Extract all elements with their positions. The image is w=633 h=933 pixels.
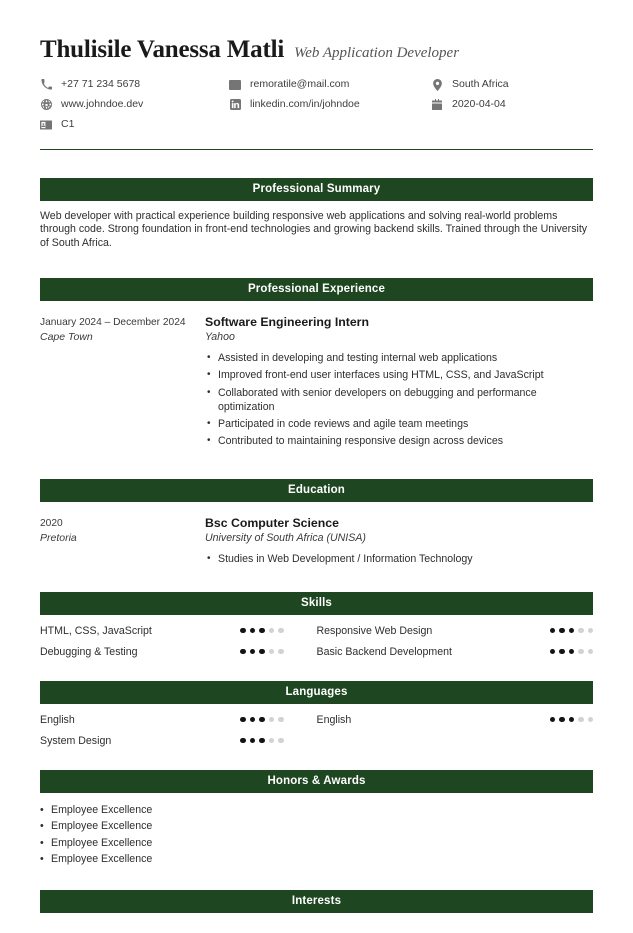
language-label: English bbox=[40, 713, 75, 726]
language-item bbox=[317, 713, 594, 727]
section-education bbox=[40, 479, 593, 569]
honors-list bbox=[40, 802, 593, 868]
rating-dot-empty bbox=[578, 717, 584, 723]
rating-dot-filled bbox=[569, 649, 575, 655]
rating-dot-filled bbox=[240, 717, 246, 723]
contact-id bbox=[40, 118, 229, 131]
rating-dot-empty bbox=[269, 628, 275, 634]
section-languages bbox=[40, 681, 593, 748]
skill-rating bbox=[240, 628, 317, 634]
interests-body bbox=[40, 913, 593, 933]
education-entry-institution: University of South Africa (UNISA) bbox=[205, 532, 366, 545]
rating-dot-empty bbox=[278, 738, 284, 744]
contact-email bbox=[229, 78, 431, 91]
section-honors-awards bbox=[40, 770, 593, 868]
candidate-name: Thulisile Vanessa Matli bbox=[40, 36, 285, 63]
section-title-professional-summary: Professional Summary bbox=[40, 178, 593, 201]
section-title-skills: Skills bbox=[40, 592, 593, 615]
rating-dot-empty bbox=[588, 717, 594, 723]
contact-email-value: remoratile@mail.com bbox=[250, 78, 350, 90]
header-divider bbox=[40, 149, 593, 150]
rating-dot-empty bbox=[578, 628, 584, 634]
rating-dot-empty bbox=[278, 628, 284, 634]
contact-location bbox=[431, 78, 593, 91]
contact-linkedin-value: linkedin.com/in/johndoe bbox=[250, 98, 360, 110]
rating-dot-filled bbox=[550, 649, 556, 655]
list-item: • Collaborated with senior developers on debugging and performance optimization bbox=[205, 386, 593, 414]
education-entry-location: Pretoria bbox=[40, 532, 77, 545]
list-item: • Employee Excellence bbox=[40, 802, 593, 819]
rating-dot-filled bbox=[550, 717, 556, 723]
list-item: • Improved front-end user interfaces using HTML, CSS, and JavaScript bbox=[205, 368, 593, 382]
rating-dot-filled bbox=[240, 738, 246, 744]
list-item: • Contributed to maintaining responsive design across devices bbox=[205, 434, 593, 448]
contact-date bbox=[431, 98, 593, 111]
section-title-interests: Interests bbox=[40, 890, 593, 913]
education-entry-meta bbox=[40, 516, 205, 569]
contact-date-value: 2020-04-04 bbox=[452, 98, 506, 110]
skill-item bbox=[317, 624, 594, 638]
rating-dot-filled bbox=[240, 649, 246, 655]
education-entry-degree: Bsc Computer Science bbox=[205, 516, 339, 531]
education-entry bbox=[40, 516, 593, 569]
education-entry-detail bbox=[205, 516, 593, 569]
language-rating bbox=[240, 717, 317, 723]
section-title-languages: Languages bbox=[40, 681, 593, 704]
contact-phone-value: +27 71 234 5678 bbox=[61, 78, 141, 90]
rating-dot-filled bbox=[250, 628, 256, 634]
experience-entry-meta bbox=[40, 315, 205, 451]
rating-dot-filled bbox=[250, 649, 256, 655]
rating-dot-filled bbox=[559, 628, 565, 634]
rating-dot-filled bbox=[259, 649, 265, 655]
education-entry-bullets bbox=[205, 552, 593, 566]
languages-grid bbox=[40, 713, 593, 748]
rating-dot-filled bbox=[559, 717, 565, 723]
rating-dot-empty bbox=[588, 649, 594, 655]
contact-website bbox=[40, 98, 229, 111]
language-rating bbox=[550, 717, 594, 723]
list-item: • Employee Excellence bbox=[40, 835, 593, 852]
rating-dot-filled bbox=[259, 628, 265, 634]
rating-dot-filled bbox=[259, 717, 265, 723]
rating-dot-filled bbox=[569, 628, 575, 634]
candidate-job-title: Web Application Developer bbox=[294, 45, 460, 61]
experience-entry-detail bbox=[205, 315, 593, 451]
skill-label: HTML, CSS, JavaScript bbox=[40, 624, 152, 637]
skill-label: Basic Backend Development bbox=[316, 645, 452, 658]
linkedin-icon bbox=[229, 99, 241, 111]
language-label: English bbox=[316, 713, 352, 726]
experience-entry-role: Software Engineering Intern bbox=[205, 315, 369, 330]
contact-phone bbox=[40, 78, 229, 91]
education-entry-date: 2020 bbox=[40, 518, 63, 530]
skill-label: Debugging & Testing bbox=[40, 645, 138, 658]
experience-entry bbox=[40, 315, 593, 451]
section-title-education: Education bbox=[40, 479, 593, 502]
section-professional-experience bbox=[40, 278, 593, 451]
skill-item bbox=[40, 624, 317, 638]
rating-dot-empty bbox=[588, 628, 594, 634]
rating-dot-filled bbox=[240, 628, 246, 634]
contact-info-grid bbox=[40, 78, 593, 131]
email-icon bbox=[229, 79, 241, 91]
experience-entry-date: January 2024 – December 2024 bbox=[40, 317, 186, 329]
summary-text: Web developer with practical experience building responsive web applications and solving real-world problems through code. Strong foundation in front-end technologies and growing backend skills. Trained through the University of South Africa. bbox=[40, 210, 588, 249]
experience-entry-bullets bbox=[205, 351, 593, 448]
contact-website-value: www.johndoe.dev bbox=[61, 98, 144, 110]
rating-dot-filled bbox=[250, 717, 256, 723]
list-item: • Participated in code reviews and agile team meetings bbox=[205, 417, 593, 431]
rating-dot-filled bbox=[250, 738, 256, 744]
list-item: • Assisted in developing and testing internal web applications bbox=[205, 351, 593, 365]
experience-entry-organization: Yahoo bbox=[205, 331, 235, 344]
skill-item bbox=[317, 645, 594, 659]
rating-dot-empty bbox=[278, 717, 284, 723]
list-item: • Employee Excellence bbox=[40, 851, 593, 868]
rating-dot-filled bbox=[559, 649, 565, 655]
language-label: System Design bbox=[40, 734, 112, 747]
rating-dot-empty bbox=[578, 649, 584, 655]
experience-entry-location: Cape Town bbox=[40, 331, 93, 344]
calendar-icon bbox=[431, 99, 443, 111]
section-interests bbox=[40, 890, 593, 933]
rating-dot-filled bbox=[569, 717, 575, 723]
skill-rating bbox=[550, 628, 594, 634]
website-icon bbox=[40, 99, 52, 111]
rating-dot-empty bbox=[269, 738, 275, 744]
list-item: • Employee Excellence bbox=[40, 818, 593, 835]
language-item bbox=[40, 734, 317, 748]
resume-content bbox=[0, 178, 633, 933]
language-rating bbox=[240, 738, 317, 744]
rating-dot-empty bbox=[269, 717, 275, 723]
resume-header bbox=[0, 0, 633, 150]
section-title-honors-awards: Honors & Awards bbox=[40, 770, 593, 793]
section-skills bbox=[40, 592, 593, 659]
rating-dot-empty bbox=[278, 649, 284, 655]
rating-dot-empty bbox=[269, 649, 275, 655]
section-professional-summary bbox=[40, 178, 593, 250]
location-icon bbox=[431, 79, 443, 91]
skill-rating bbox=[550, 649, 594, 655]
name-title-line bbox=[40, 36, 593, 64]
list-item: • Studies in Web Development / Information Technology bbox=[205, 552, 593, 566]
rating-dot-filled bbox=[259, 738, 265, 744]
skill-item bbox=[40, 645, 317, 659]
language-item bbox=[40, 713, 317, 727]
contact-linkedin bbox=[229, 98, 431, 111]
contact-id-value: C1 bbox=[61, 118, 75, 130]
contact-location-value: South Africa bbox=[452, 78, 509, 90]
skill-label: Responsive Web Design bbox=[316, 624, 433, 637]
rating-dot-filled bbox=[550, 628, 556, 634]
section-title-professional-experience: Professional Experience bbox=[40, 278, 593, 301]
id-card-icon bbox=[40, 119, 52, 131]
skills-grid bbox=[40, 624, 593, 659]
phone-icon bbox=[40, 79, 52, 91]
skill-rating bbox=[240, 649, 317, 655]
